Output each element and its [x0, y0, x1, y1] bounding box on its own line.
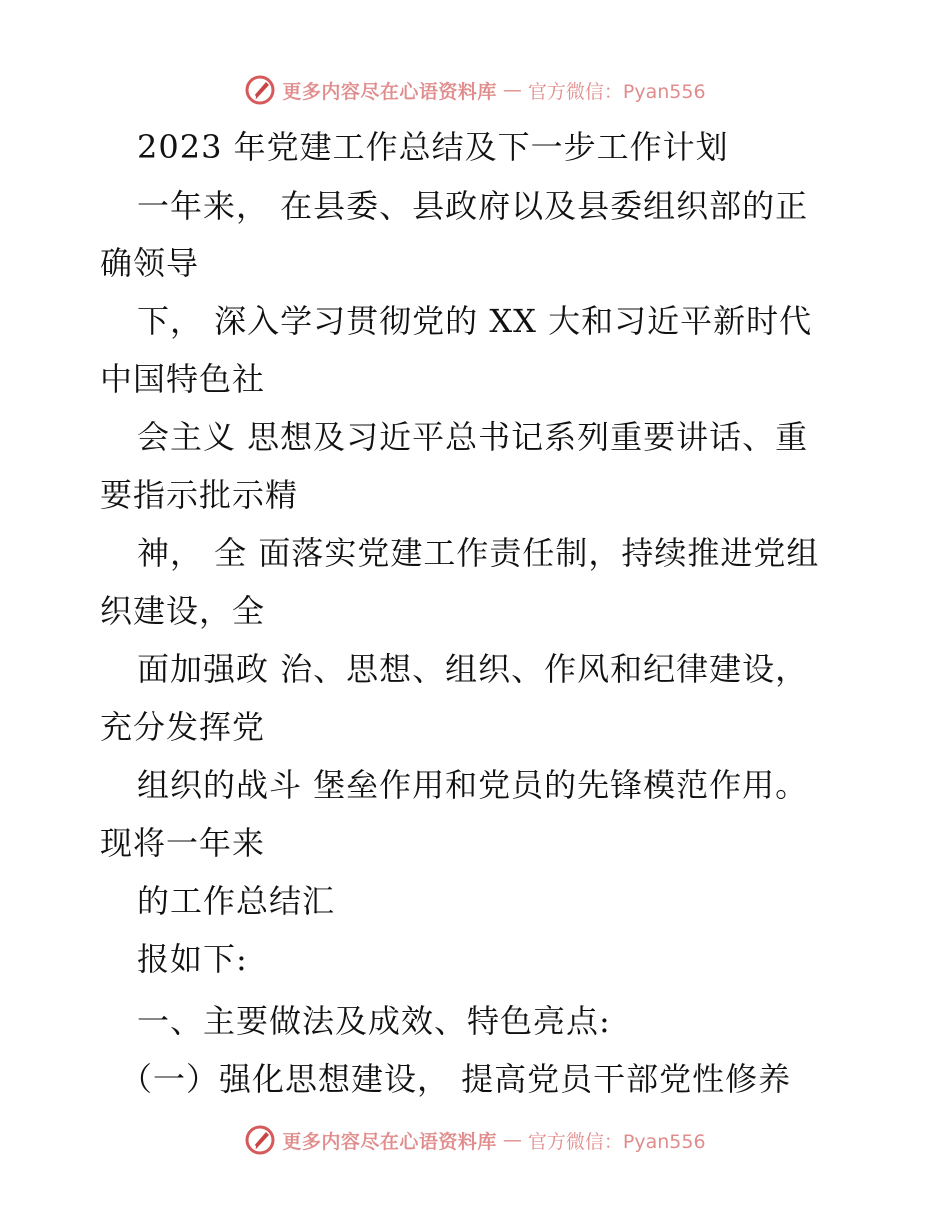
paragraph-line: 神， 全 面落实党建工作责任制，持续推进党组	[137, 534, 820, 572]
watermark-separator: —	[502, 79, 522, 101]
watermark-header	[0, 70, 950, 110]
paragraph-line: 组织的战斗 堡垒作用和党员的先锋模范作用。	[137, 766, 809, 804]
paragraph-line: 织建设，全	[100, 592, 266, 630]
pen-logo-icon	[244, 1124, 276, 1156]
section-heading: 一、主要做法及成效、特色亮点:	[137, 1002, 611, 1040]
paragraph-line: 的工作总结汇	[137, 882, 336, 920]
watermark-contact: 官方微信：Pyan556	[527, 1130, 706, 1153]
paragraph-line: 确领导	[100, 244, 200, 282]
watermark-contact: 官方微信：Pyan556	[527, 80, 706, 103]
watermark-text: 更多内容尽在心语资料库	[282, 1130, 497, 1153]
paragraph-line: 中国特色社	[100, 360, 266, 398]
paragraph-line: 现将一年来	[100, 824, 266, 862]
subsection-heading: （一）强化思想建设， 提高党员干部党性修养	[120, 1060, 792, 1098]
watermark-text: 更多内容尽在心语资料库	[282, 80, 497, 103]
watermark-separator: —	[502, 1129, 522, 1151]
paragraph-line: 报如下:	[137, 940, 248, 978]
paragraph-line: 一年来， 在县委、县政府以及县委组织部的正	[137, 187, 809, 225]
paragraph-line: 下， 深入学习贯彻党的 XX 大和习近平新时代	[137, 302, 813, 340]
watermark-footer	[0, 1120, 950, 1160]
paragraph-line: 会主义 思想及习近平总书记系列重要讲话、重	[137, 418, 809, 456]
paragraph-line: 要指示批示精	[100, 476, 299, 514]
pen-logo-icon	[244, 74, 276, 106]
document-title: 2023 年党建工作总结及下一步工作计划	[137, 128, 729, 166]
paragraph-line: 充分发挥党	[100, 708, 266, 746]
paragraph-line: 面加强政 治、思想、组织、作风和纪律建设，	[137, 650, 809, 688]
